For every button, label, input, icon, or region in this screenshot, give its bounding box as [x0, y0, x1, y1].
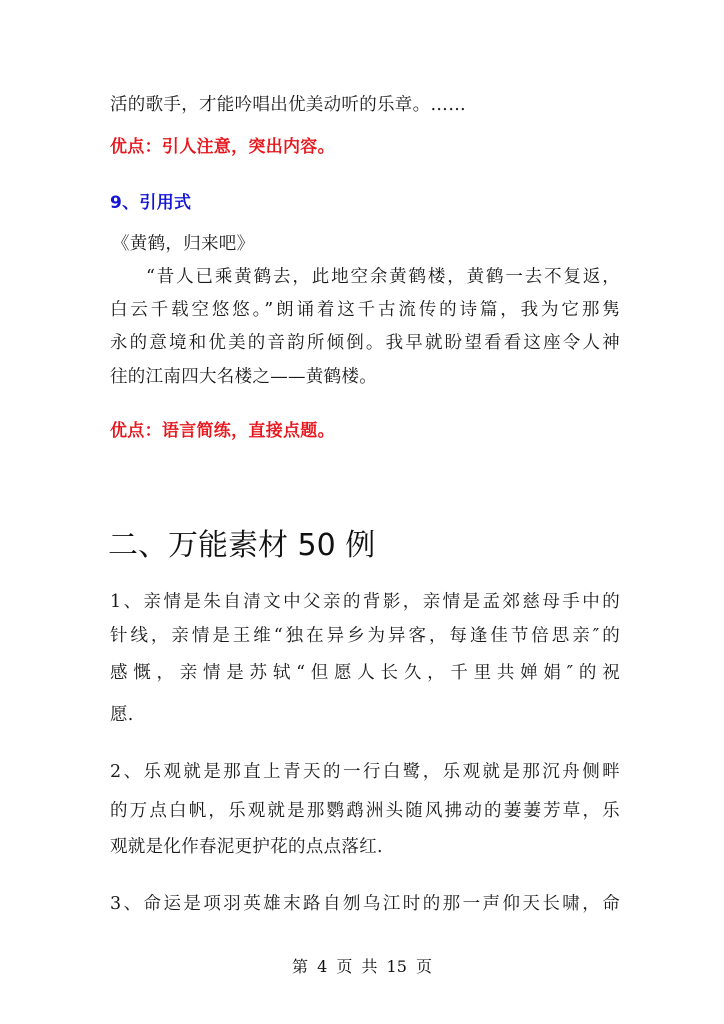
paragraph-line: 感慨，亲情是苏轼“但愿人长久，千里共婵娟″的祝	[110, 663, 620, 683]
paragraph-line: 往的江南四大名楼之——黄鹤楼。	[110, 367, 377, 387]
subsection-heading: 9、引用式	[110, 193, 192, 213]
paragraph-line: 观就是化作春泥更护花的点点落红.	[110, 837, 383, 857]
example-title: 《黄鹤，归来吧》	[112, 234, 255, 254]
paragraph-line: 针线，亲情是王维“独在异乡为异客，每逢佳节倍思亲″的	[110, 626, 620, 646]
section-heading: 二、万能素材 50 例	[108, 528, 376, 563]
paragraph-line: 2、乐观就是那直上青天的一行白鹭，乐观就是那沉舟侧畔	[110, 762, 620, 782]
advantage-note: 优点：引人注意，突出内容。	[110, 137, 335, 157]
paragraph-line: 1、亲情是朱自清文中父亲的背影，亲情是孟郊慈母手中的	[110, 592, 620, 612]
paragraph-line: 活的歌手，才能吟唱出优美动听的乐章。……	[110, 95, 466, 115]
paragraph-line: 永的意境和优美的音韵所倾倒。我早就盼望看看这座令人神	[110, 333, 620, 353]
paragraph-line: “昔人已乘黄鹤去，此地空余黄鹤楼，黄鹤一去不复返，	[146, 267, 620, 287]
paragraph-line: 的万点白帆，乐观就是那鹦鹉洲头随风拂动的萋萋芳草，乐	[110, 801, 620, 821]
paragraph-line: 白云千载空悠悠。”朗诵着这千古流传的诗篇，我为它那隽	[110, 300, 620, 320]
paragraph-line: 愿.	[110, 705, 134, 725]
paragraph-line: 3、命运是项羽英雄末路自刎乌江时的那一声仰天长啸，命	[110, 894, 620, 914]
advantage-note: 优点：语言简练，直接点题。	[110, 421, 335, 441]
page-footer: 第 4 页 共 15 页	[292, 957, 432, 976]
